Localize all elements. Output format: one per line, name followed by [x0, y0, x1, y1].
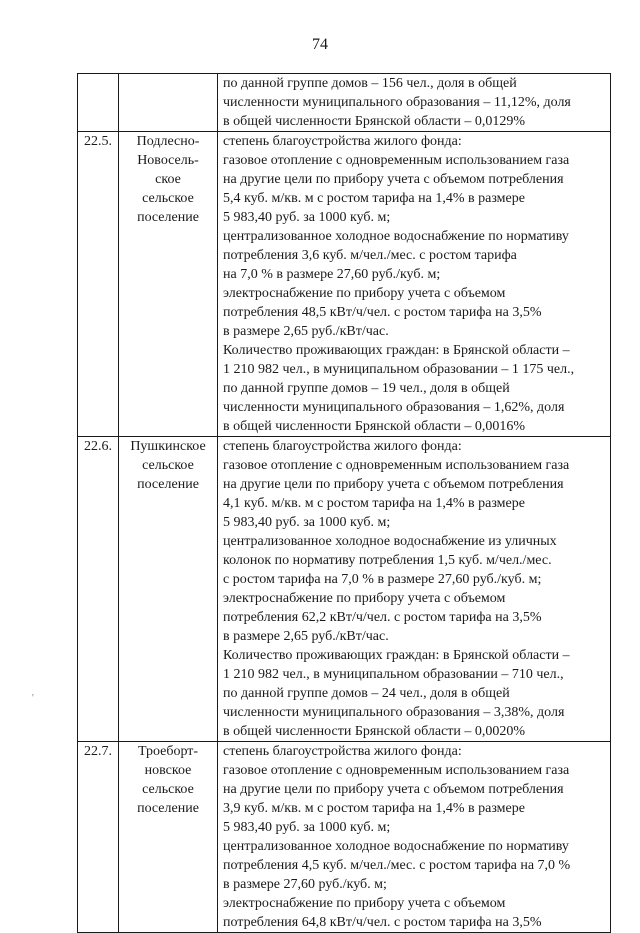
settlement-name-cell	[119, 742, 218, 933]
description-line: Количество проживающих граждан: в Брянской области –	[223, 343, 570, 358]
description-line: в размере 27,60 руб./куб. м;	[223, 877, 387, 892]
table-row	[78, 437, 611, 742]
description-line: централизованное холодное водоснабжение из уличных	[223, 534, 557, 549]
description-line: электроснабжение по прибору учета с объемом	[223, 591, 506, 606]
row-number-cell	[78, 437, 119, 742]
description-line: в общей численности Брянской области – 0,0016%	[223, 419, 526, 434]
description-line: электроснабжение по прибору учета с объемом	[223, 896, 506, 911]
description-cell	[218, 437, 611, 742]
row-number: 22.5.	[84, 134, 112, 149]
row-number-cell	[78, 74, 119, 132]
description-line: 5,4 куб. м/кв. м с ростом тарифа на 1,4% в размере	[223, 191, 525, 206]
description-line: на 7,0 % в размере 27,60 руб./куб. м;	[223, 267, 441, 282]
settlement-name-line: новское	[144, 763, 192, 778]
description-cell	[218, 132, 611, 437]
description-line: централизованное холодное водоснабжение по нормативу	[223, 839, 569, 854]
settlement-name-line: сельское	[142, 191, 194, 206]
description-line: 5 983,40 руб. за 1000 куб. м;	[223, 820, 391, 835]
page-number: 74	[312, 36, 328, 53]
settlement-name-line: поселение	[137, 477, 199, 492]
tariff-table	[77, 73, 611, 933]
settlement-name-line: Новосель-	[137, 153, 199, 168]
description-line: в размере 2,65 руб./кВт/час.	[223, 629, 389, 644]
settlement-name-line: сельское	[142, 458, 194, 473]
description-line: централизованное холодное водоснабжение по нормативу	[223, 229, 569, 244]
description-line: Количество проживающих граждан: в Брянской области –	[223, 648, 570, 663]
settlement-name-line: сельское	[142, 782, 194, 797]
description-line: в общей численности Брянской области – 0,0129%	[223, 114, 526, 129]
description-line: 1 210 982 чел., в муниципальном образовании – 710 чел.,	[223, 667, 564, 682]
description-line: потребления 64,8 кВт/ч/чел. с ростом тарифа на 3,5%	[223, 915, 542, 930]
description-line: по данной группе домов – 24 чел., доля в общей	[223, 686, 510, 701]
description-line: степень благоустройства жилого фонда:	[223, 134, 462, 149]
settlement-name-line: Троеборт-	[137, 744, 199, 759]
settlement-name-cell	[119, 132, 218, 437]
description-line: электроснабжение по прибору учета с объемом	[223, 286, 506, 301]
description-line: потребления 62,2 кВт/ч/чел. с ростом тарифа на 3,5%	[223, 610, 542, 625]
description-line: газовое отопление с одновременным использованием газа	[223, 153, 570, 168]
description-line: газовое отопление с одновременным использованием газа	[223, 458, 570, 473]
description-line: 5 983,40 руб. за 1000 куб. м;	[223, 210, 391, 225]
description-line: 5 983,40 руб. за 1000 куб. м;	[223, 515, 391, 530]
description-line: потребления 4,5 куб. м/чел./мес. с ростом тарифа на 7,0 %	[223, 858, 571, 873]
description-line: потребления 48,5 кВт/ч/чел. с ростом тарифа на 3,5%	[223, 305, 542, 320]
row-number-cell	[78, 132, 119, 437]
table-row	[78, 742, 611, 933]
description-cell	[218, 74, 611, 132]
description-line: на другие цели по прибору учета с объемом потребления	[223, 782, 564, 797]
settlement-name-line: поселение	[137, 801, 199, 816]
settlement-name-cell	[119, 74, 218, 132]
settlement-name-line: поселение	[137, 210, 199, 225]
tariff-table-body	[78, 74, 611, 933]
scan-mark: '	[32, 693, 34, 704]
description-line: в размере 2,65 руб./кВт/час.	[223, 324, 389, 339]
row-number: 22.6.	[84, 439, 112, 454]
description-line: степень благоустройства жилого фонда:	[223, 744, 462, 759]
description-line: потребления 3,6 куб. м/чел./мес. с ростом тарифа	[223, 248, 517, 263]
description-line: 4,1 куб. м/кв. м с ростом тарифа на 1,4% в размере	[223, 496, 525, 511]
settlement-name-line: Пушкинское	[130, 439, 206, 454]
row-number: 22.7.	[84, 744, 112, 759]
description-line: 3,9 куб. м/кв. м с ростом тарифа на 1,4% в размере	[223, 801, 525, 816]
description-line: численности муниципального образования – 11,12%, доля	[223, 95, 571, 110]
description-line: с ростом тарифа на 7,0 % в размере 27,60 руб./куб. м;	[223, 572, 542, 587]
description-line: по данной группе домов – 156 чел., доля в общей	[223, 76, 517, 91]
description-line: газовое отопление с одновременным использованием газа	[223, 763, 570, 778]
description-line: в общей численности Брянской области – 0,0020%	[223, 724, 526, 739]
description-line: степень благоустройства жилого фонда:	[223, 439, 462, 454]
table-row	[78, 74, 611, 132]
description-line: численности муниципального образования – 1,62%, доля	[223, 400, 565, 415]
row-number-cell	[78, 742, 119, 933]
settlement-name-line: ское	[155, 172, 181, 187]
description-line: на другие цели по прибору учета с объемом потребления	[223, 477, 564, 492]
description-line: на другие цели по прибору учета с объемом потребления	[223, 172, 564, 187]
description-line: 1 210 982 чел., в муниципальном образовании – 1 175 чел.,	[223, 362, 575, 377]
table-row	[78, 132, 611, 437]
settlement-name-line: Подлесно-	[136, 134, 200, 149]
description-line: по данной группе домов – 19 чел., доля в общей	[223, 381, 510, 396]
description-line: численности муниципального образования – 3,38%, доля	[223, 705, 565, 720]
settlement-name-cell	[119, 437, 218, 742]
description-line: колонок по нормативу потребления 1,5 куб. м/чел./мес.	[223, 553, 552, 568]
description-cell	[218, 742, 611, 933]
